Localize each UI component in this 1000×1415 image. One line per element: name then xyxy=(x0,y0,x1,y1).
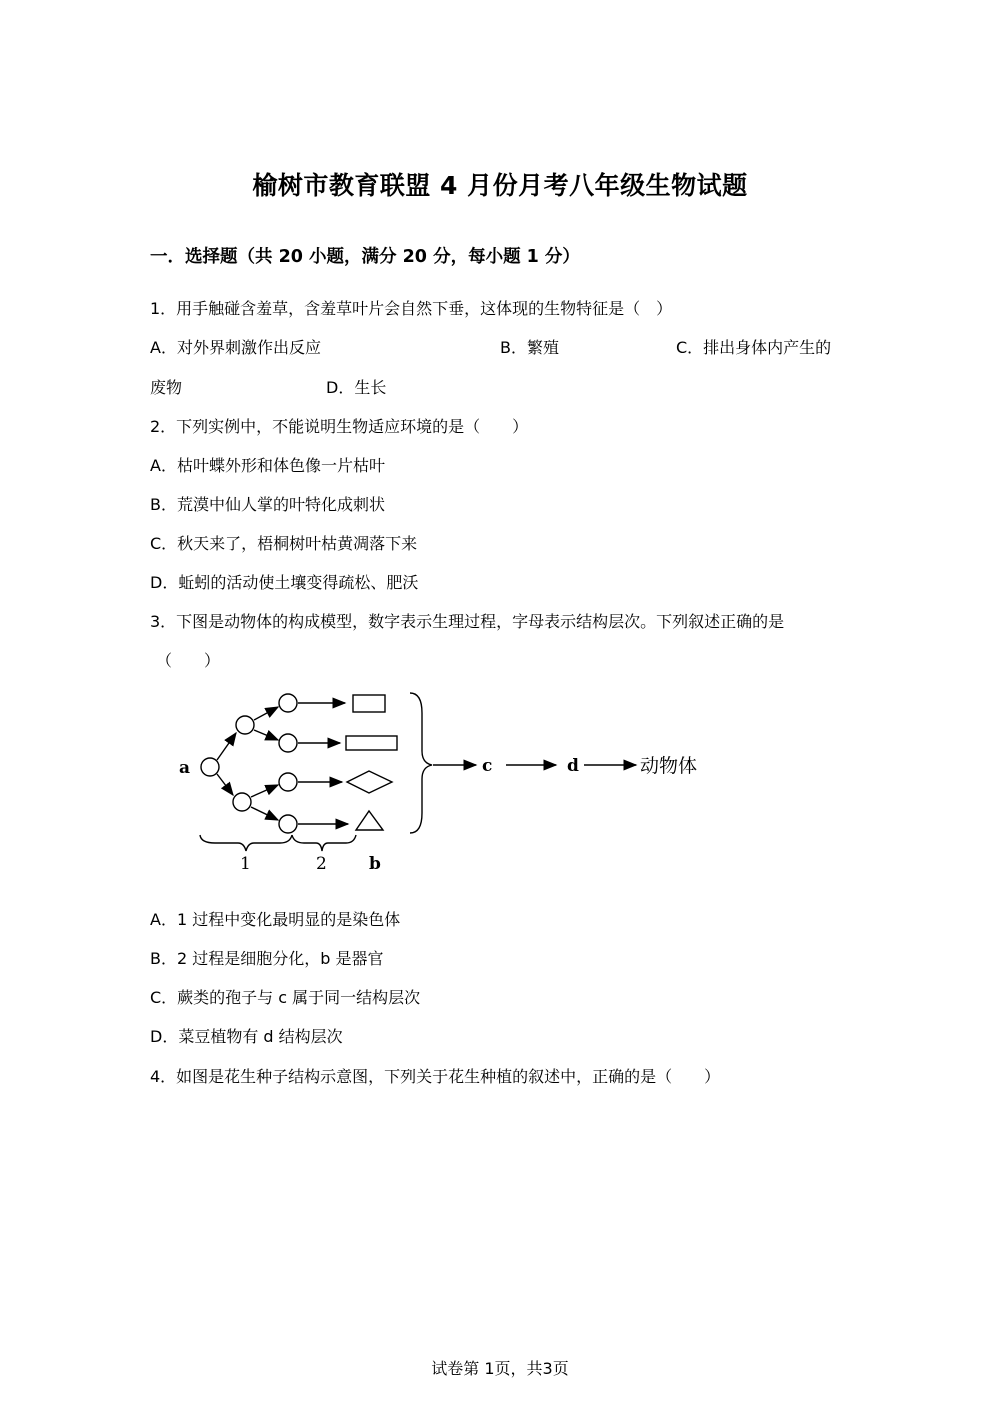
label-c: c xyxy=(482,756,493,776)
question-1-option-d: D．生长 xyxy=(326,378,387,397)
question-3-option-b: B．2 过程是细胞分化，b 是器官 xyxy=(150,949,384,968)
question-3-option-a: A．1 过程中变化最明显的是染色体 xyxy=(150,910,401,929)
cell-circle xyxy=(279,773,297,791)
question-2-option-c: C．秋天来了，梧桐树叶枯黄凋落下来 xyxy=(150,534,418,553)
question-2-option-b: B．荒漠中仙人掌的叶特化成刺状 xyxy=(150,495,385,514)
question-1-option-a: A．对外界刺激作出反应 xyxy=(150,338,321,357)
question-3-option-c: C．蕨类的孢子与 c 属于同一结构层次 xyxy=(150,988,421,1007)
animal-structure-diagram xyxy=(170,685,730,880)
cell-circle xyxy=(233,793,251,811)
question-1-option-c: C．排出身体内产生的 xyxy=(676,338,832,357)
question-3-stem: 3．下图是动物体的构成模型，数字表示生理过程，字母表示结构层次。下列叙述正确的是 xyxy=(150,612,785,631)
tissue-rectangle xyxy=(346,736,397,750)
bottom-brace-1 xyxy=(200,835,292,851)
question-1-option-b: B．繁殖 xyxy=(500,338,559,357)
question-3-stem-cont: （ ） xyxy=(156,651,221,670)
question-4-stem: 4．如图是花生种子结构示意图，下列关于花生种植的叙述中，正确的是（ ） xyxy=(150,1067,721,1086)
cell-circle xyxy=(279,694,297,712)
label-process-1: 1 xyxy=(240,854,251,874)
cell-circle xyxy=(279,815,297,833)
tissue-diamond xyxy=(347,771,392,793)
question-3-option-d: D．菜豆植物有 d 结构层次 xyxy=(150,1027,343,1046)
label-animal-body: 动物体 xyxy=(640,755,698,777)
question-2-stem: 2．下列实例中，不能说明生物适应环境的是（ ） xyxy=(150,417,529,436)
cell-circle xyxy=(236,716,254,734)
cell-a-circle xyxy=(201,758,219,776)
question-2-option-d: D．蚯蚓的活动使土壤变得疏松、肥沃 xyxy=(150,573,419,592)
cell-circle xyxy=(279,734,297,752)
label-a: a xyxy=(179,758,191,778)
tissue-rectangle xyxy=(353,695,385,712)
question-1-option-c-cont: 废物 xyxy=(150,378,183,397)
right-brace xyxy=(410,693,432,833)
tissue-triangle xyxy=(356,811,383,830)
label-b: b xyxy=(369,854,381,874)
question-1-stem: 1．用手触碰含羞草，含羞草叶片会自然下垂，这体现的生物特征是（ ） xyxy=(150,299,673,318)
question-2-option-a: A．枯叶蝶外形和体色像一片枯叶 xyxy=(150,456,385,475)
label-process-2: 2 xyxy=(316,854,327,874)
section-heading: 一．选择题（共 20 小题，满分 20 分，每小题 1 分） xyxy=(150,247,580,267)
bottom-brace-2 xyxy=(292,835,356,851)
page-footer: 试卷第 1页，共3页 xyxy=(431,1359,569,1378)
document-title: 榆树市教育联盟 4 月份月考八年级生物试题 xyxy=(252,171,748,200)
label-d: d xyxy=(567,756,579,776)
